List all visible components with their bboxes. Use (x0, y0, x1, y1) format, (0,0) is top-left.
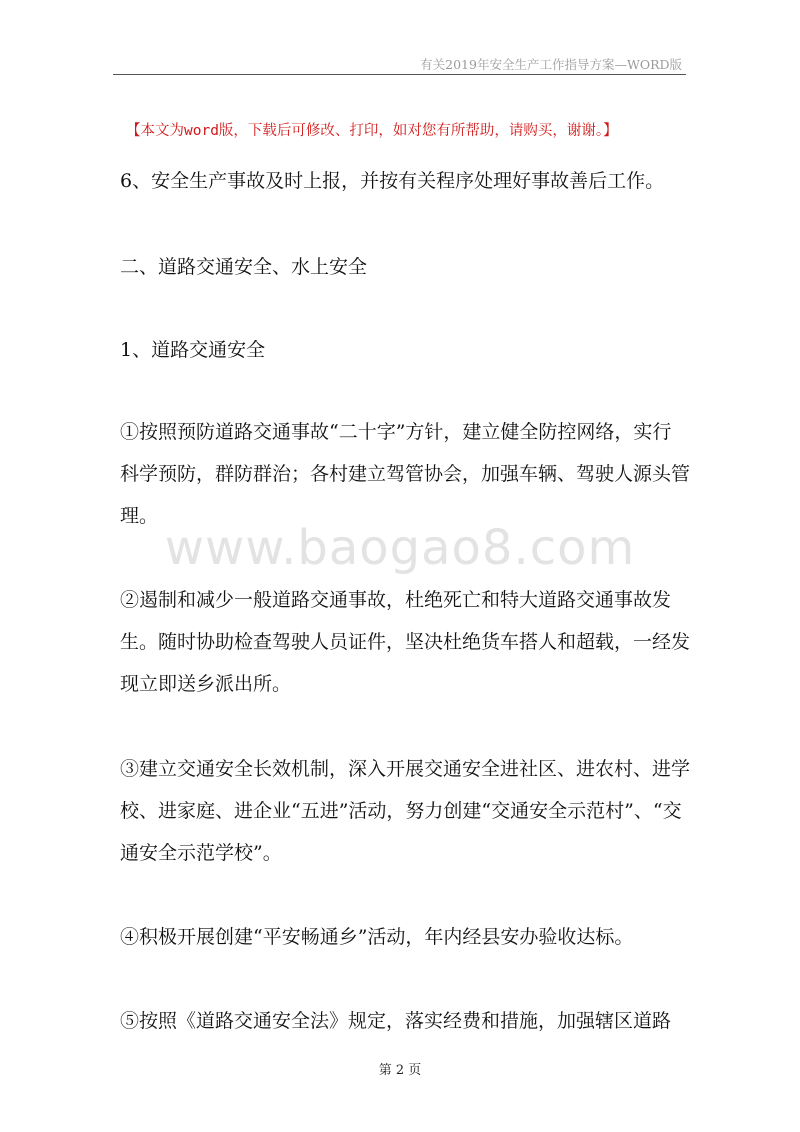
purchase-notice: 【本文为word版，下载后可修改、打印，如对您有所帮助，请购买，谢谢。】 (126, 123, 618, 139)
page-number: 第 2 页 (378, 1063, 422, 1078)
header-divider (113, 74, 686, 75)
paragraph-item-1: ①按照预防道路交通事故“二十字”方针，建立健全防控网络，实行科学预防，群防群治；各村建立驾管协会，加强车辆、驾驶人源头管理。 (120, 421, 691, 527)
section-heading-road-water: 二、道路交通安全、水上安全 (120, 256, 368, 278)
paragraph-item-6: 6、安全生产事故及时上报，并按有关程序处理好事故善后工作。 (120, 170, 665, 192)
running-header: 有关2019年安全生产工作指导方案—WORD版 (420, 57, 682, 72)
paragraph-item-4: ④积极开展创建“平安畅通乡”活动，年内经县安办验收达标。 (120, 926, 634, 948)
watermark: www.baogao8.com (164, 520, 636, 576)
paragraph-item-5: ⑤按照《道路交通安全法》规定，落实经费和措施，加强辖区道路 (120, 1010, 672, 1032)
subsection-heading-road-safety: 1、道路交通安全 (120, 339, 266, 361)
paragraph-item-2: ②遏制和减少一般道路交通事故，杜绝死亡和特大道路交通事故发生。随时协助检查驾驶人员证件，坚决杜绝货车搭人和超载，一经发现立即送乡派出所。 (120, 589, 691, 695)
paragraph-item-3: ③建立交通安全长效机制，深入开展交通安全进社区、进农村、进学校、进家庭、进企业“五进”活动，努力创建“交通安全示范村”、“交通安全示范学校”。 (120, 758, 691, 864)
